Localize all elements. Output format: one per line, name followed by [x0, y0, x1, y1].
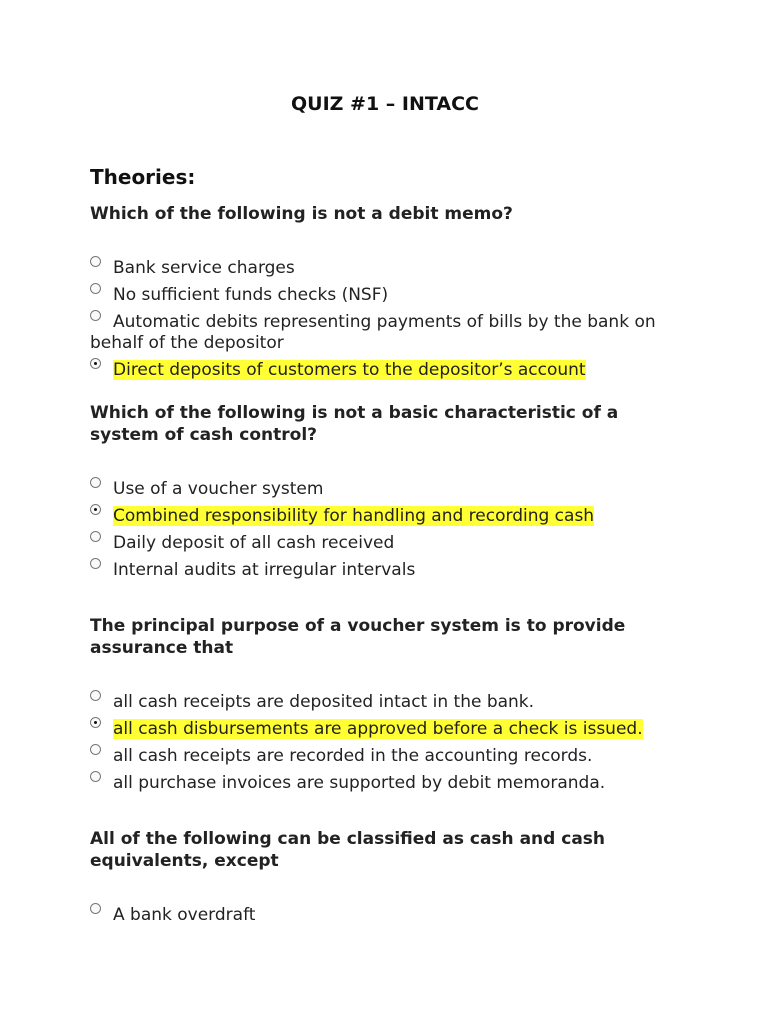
options-list [90, 479, 670, 581]
question-text: Which of the following is not a basic characteristic of a system of cash control? [90, 403, 619, 445]
radio-button-selected[interactable] [90, 358, 101, 369]
options-list [90, 258, 670, 381]
question-2 [90, 402, 670, 587]
radio-button[interactable] [90, 310, 101, 321]
option-4 [90, 360, 670, 381]
radio-button[interactable] [90, 690, 101, 701]
radio-button[interactable] [90, 531, 101, 542]
options-list [90, 905, 670, 926]
option-label: all cash receipts are recorded in the accounting records. [113, 746, 593, 766]
option-3 [90, 312, 670, 354]
option-1 [90, 905, 670, 926]
option-label: Bank service charges [113, 258, 295, 278]
radio-button[interactable] [90, 256, 101, 267]
option-1 [90, 479, 670, 500]
option-label-highlighted: all cash disbursements are approved before a check is issued. [113, 719, 643, 739]
radio-button-selected[interactable] [90, 717, 101, 728]
option-label: Automatic debits representing payments of bills by the bank on behalf of the depositor [90, 312, 656, 353]
radio-button[interactable] [90, 771, 101, 782]
option-label: No sufficient funds checks (NSF) [113, 285, 389, 305]
radio-button[interactable] [90, 903, 101, 914]
option-label: Daily deposit of all cash received [113, 533, 395, 553]
option-4 [90, 773, 670, 794]
option-label-highlighted: Combined responsibility for handling and recording cash [113, 506, 595, 526]
option-label: all purchase invoices are supported by debit memoranda. [113, 773, 606, 793]
radio-button[interactable] [90, 558, 101, 569]
option-1 [90, 692, 670, 713]
option-label: Use of a voucher system [113, 479, 324, 499]
question-text: Which of the following is not a debit memo? [90, 204, 513, 224]
option-4 [90, 560, 670, 581]
option-2 [90, 719, 670, 740]
question-text: The principal purpose of a voucher system is to provide assurance that [90, 616, 626, 658]
option-label: A bank overdraft [113, 905, 256, 925]
option-2 [90, 506, 670, 527]
section-heading: Theories: [90, 165, 196, 189]
radio-button[interactable] [90, 477, 101, 488]
radio-button[interactable] [90, 283, 101, 294]
radio-button-selected[interactable] [90, 504, 101, 515]
page-title: QUIZ #1 – INTACC [291, 93, 479, 115]
question-4 [90, 828, 670, 932]
question-text: All of the following can be classified as cash and cash equivalents, except [90, 829, 606, 871]
options-list [90, 692, 670, 794]
radio-button[interactable] [90, 744, 101, 755]
option-label: Internal audits at irregular intervals [113, 560, 416, 580]
option-3 [90, 533, 670, 554]
option-3 [90, 746, 670, 767]
option-label: all cash receipts are deposited intact in the bank. [113, 692, 535, 712]
option-label-highlighted: Direct deposits of customers to the depositor’s account [113, 360, 586, 380]
option-2 [90, 285, 670, 306]
question-3 [90, 615, 670, 800]
question-1 [90, 203, 670, 387]
option-1 [90, 258, 670, 279]
